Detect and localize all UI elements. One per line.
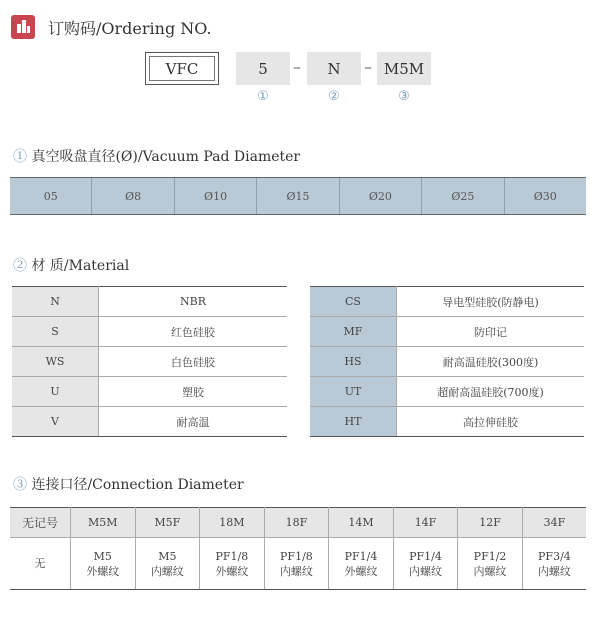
thread-type: 外螺纹	[86, 564, 120, 578]
thread-size: PF1/2	[473, 549, 507, 563]
section-title-material	[13, 255, 129, 275]
material-code: V	[12, 407, 99, 437]
header-cell: 18F	[264, 508, 329, 538]
body-cell	[458, 538, 523, 590]
body-cell	[71, 538, 136, 590]
material-name: 超耐高温硅胶(700度)	[397, 377, 585, 407]
diameter-cell: Ø8	[92, 178, 174, 214]
material-name: 白色硅胶	[99, 347, 288, 377]
header-cell: 12F	[458, 508, 523, 538]
header-cell: 无记号	[10, 508, 71, 538]
table-row	[310, 347, 584, 377]
material-table-right	[310, 286, 584, 437]
diameter-cell: 05	[10, 178, 92, 214]
material-code: N	[12, 287, 99, 317]
diameter-cell: Ø25	[422, 178, 504, 214]
header-cell: 14F	[393, 508, 458, 538]
table-row	[12, 287, 287, 317]
material-name: 塑胶	[99, 377, 288, 407]
material-code: MF	[310, 317, 397, 347]
code-part-connection: M5M	[377, 52, 431, 85]
body-cell	[329, 538, 394, 590]
body-cell	[135, 538, 200, 590]
thread-size: PF1/8	[215, 549, 249, 563]
body-cell	[200, 538, 265, 590]
diameter-cell: Ø15	[257, 178, 339, 214]
section-label: 真空吸盘直径(Ø)/Vacuum Pad Diameter	[31, 149, 301, 165]
diameter-table	[10, 177, 586, 215]
model-code: VFC	[149, 56, 215, 81]
material-name: 导电型硅胶(防静电)	[397, 287, 585, 317]
diameter-cell: Ø30	[533, 189, 557, 203]
section-label: 连接口径/Connection Diameter	[31, 477, 244, 493]
document-icon	[11, 15, 35, 39]
thread-size: M5	[158, 549, 177, 563]
marker-3: ③	[398, 89, 410, 104]
material-name: 防印记	[397, 317, 585, 347]
marker-1: ①	[257, 89, 269, 104]
thread-type: 外螺纹	[215, 564, 249, 578]
thread-type: 内螺纹	[537, 564, 571, 578]
material-code: WS	[12, 347, 99, 377]
table-row	[310, 407, 584, 437]
section-title-diameter	[13, 146, 300, 166]
body-cell: 无	[10, 538, 71, 590]
material-code: HS	[310, 347, 397, 377]
material-name: 耐高温	[99, 407, 288, 437]
material-name: 耐高温硅胶(300度)	[397, 347, 585, 377]
material-code: HT	[310, 407, 397, 437]
header-cell: 18M	[200, 508, 265, 538]
connection-table	[10, 507, 586, 590]
model-code-box	[145, 52, 219, 85]
thread-size: PF1/4	[409, 549, 442, 563]
diameter-cell: Ø20	[340, 178, 422, 214]
thread-type: 内螺纹	[279, 564, 313, 578]
section-title-connection	[13, 474, 244, 494]
section-number: ①	[13, 149, 27, 165]
code-part-material: N	[307, 52, 361, 85]
body-cell	[264, 538, 329, 590]
thread-size: PF3/4	[538, 549, 571, 563]
header-cell: 34F	[522, 508, 586, 538]
section-number: ②	[13, 258, 27, 274]
thread-type: 内螺纹	[150, 564, 184, 578]
table-row	[310, 377, 584, 407]
thread-size: M5	[93, 549, 112, 563]
header-cell: 14M	[329, 508, 394, 538]
thread-size: PF1/4	[344, 549, 378, 563]
table-row	[10, 538, 586, 590]
table-row	[12, 377, 287, 407]
thread-size: PF1/8	[280, 549, 313, 563]
header-cell: M5M	[71, 508, 136, 538]
diameter-cell: Ø10	[175, 178, 257, 214]
table-row	[310, 317, 584, 347]
table-row	[12, 407, 287, 437]
thread-type: 外螺纹	[344, 564, 378, 578]
body-cell	[393, 538, 458, 590]
material-code: UT	[310, 377, 397, 407]
material-code: CS	[310, 287, 397, 317]
code-separator: –	[293, 57, 301, 76]
code-separator: –	[364, 57, 372, 76]
section-number: ③	[13, 477, 27, 493]
marker-2: ②	[328, 89, 340, 104]
table-row	[12, 347, 287, 377]
material-name: NBR	[99, 287, 288, 317]
body-cell	[522, 538, 586, 590]
thread-type: 内螺纹	[409, 564, 442, 578]
thread-type: 内螺纹	[473, 564, 507, 578]
code-part-diameter: 5	[236, 52, 290, 85]
material-table-left	[12, 286, 287, 437]
table-header-row	[10, 508, 586, 538]
table-row	[12, 317, 287, 347]
material-code: S	[12, 317, 99, 347]
material-name: 红色硅胶	[99, 317, 288, 347]
page-title: 订购码/Ordering NO.	[48, 19, 212, 38]
header-cell: M5F	[135, 508, 200, 538]
material-name: 高拉伸硅胶	[397, 407, 585, 437]
material-code: U	[12, 377, 99, 407]
section-label: 材 质/Material	[31, 258, 130, 274]
table-row	[310, 287, 584, 317]
